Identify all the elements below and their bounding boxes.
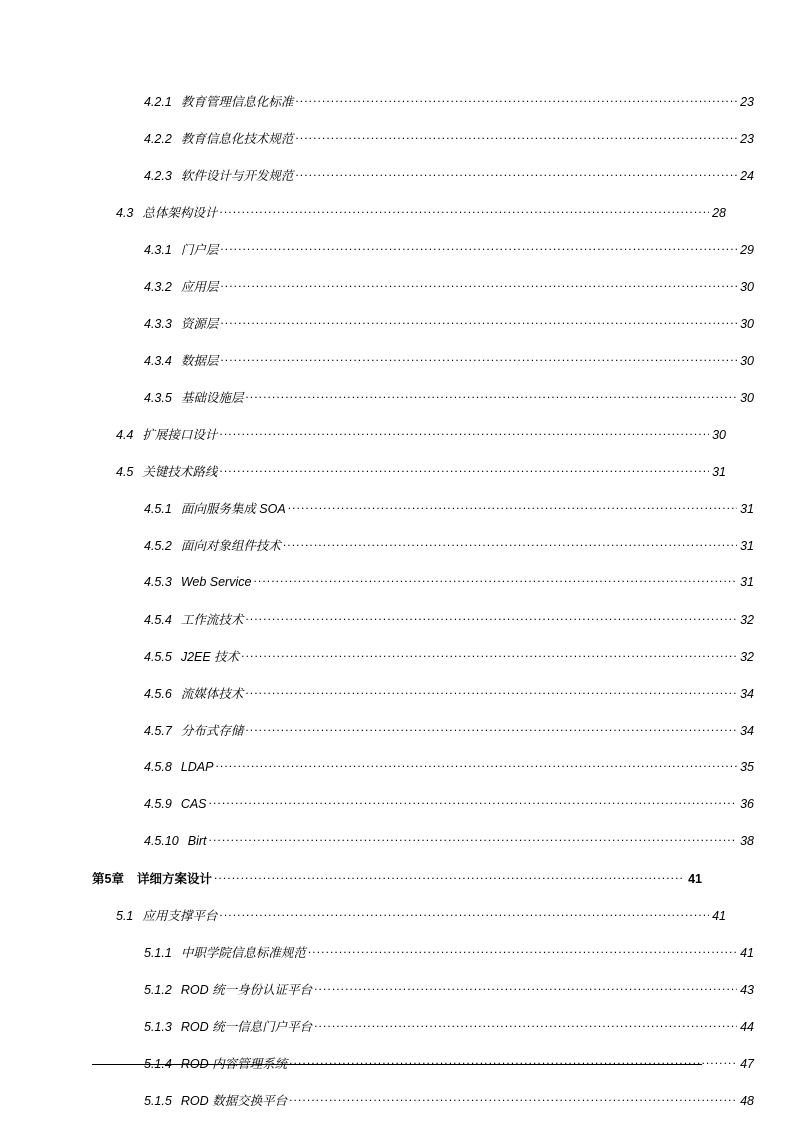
toc-entry[interactable] [92, 573, 754, 610]
toc-entry-title: 教育管理信息化标准 [180, 95, 294, 109]
toc-entry-title: 扩展接口设计 [142, 428, 218, 442]
toc-entry-title: 中职学院信息标准规范 [180, 946, 306, 960]
toc-entry-number: 4.5.4 [144, 613, 172, 627]
toc-entry-number: 4.5.2 [144, 539, 172, 553]
toc-entry-number: 4.5.8 [144, 759, 172, 774]
toc-entry[interactable] [92, 832, 754, 869]
toc-entry[interactable] [92, 1017, 754, 1054]
toc-entry-number: 4.3.4 [144, 354, 172, 368]
toc-entry-title: 面向服务集成 SOA [180, 502, 286, 516]
toc-leader-dots [288, 501, 737, 514]
toc-entry[interactable] [92, 869, 702, 906]
toc-leader-dots [219, 464, 709, 477]
toc-entry[interactable] [92, 758, 754, 795]
toc-entry-page-number: 32 [740, 613, 754, 627]
toc-entry-title: 关键技术路线 [142, 465, 218, 479]
toc-entry[interactable] [92, 943, 754, 980]
toc-entry[interactable] [92, 1054, 754, 1091]
toc-entry-number: 5.1.1 [144, 946, 172, 960]
toc-entry-page-number: 44 [740, 1020, 754, 1034]
toc-entry-title: CAS [180, 796, 207, 811]
toc-entry-number: 5.1.5 [144, 1094, 172, 1108]
toc-entry[interactable] [92, 277, 754, 314]
toc-entry-page-number: 43 [740, 983, 754, 997]
toc-leader-dots [295, 168, 737, 181]
toc-leader-dots [214, 871, 685, 884]
toc-entry-number: 4.4 [116, 428, 134, 442]
toc-entry-page-number: 31 [712, 465, 726, 479]
toc-entry-title: ROD 数据交换平台 [180, 1094, 288, 1108]
toc-entry[interactable] [92, 1091, 754, 1122]
toc-entry-page-number: 23 [740, 132, 754, 146]
toc-entry-page-number: 35 [740, 759, 754, 774]
toc-entry-page-number: 48 [740, 1094, 754, 1108]
toc-entry[interactable] [92, 684, 754, 721]
toc-entry-title: Web Service [180, 574, 252, 589]
toc-entry-title: 门户层 [180, 243, 219, 257]
toc-entry-title: 数据层 [180, 354, 219, 368]
toc-entry[interactable] [92, 906, 726, 943]
toc-entry-title: 分布式存储 [180, 724, 244, 738]
toc-leader-dots [219, 427, 709, 440]
toc-entry[interactable] [92, 92, 754, 129]
toc-leader-dots [220, 279, 737, 292]
toc-leader-dots [220, 353, 737, 366]
toc-entry-title: 软件设计与开发规范 [180, 169, 294, 183]
toc-entry-number: 4.2.2 [144, 132, 172, 146]
toc-leader-dots [219, 205, 709, 218]
toc-entry-title: LDAP [180, 759, 214, 774]
toc-entry-number: 4.5 [116, 465, 134, 479]
toc-entry-number: 4.5.6 [144, 687, 172, 701]
toc-leader-dots [209, 795, 737, 808]
toc-leader-dots [215, 758, 737, 771]
toc-entry-page-number: 29 [740, 243, 754, 257]
toc-leader-dots [245, 723, 737, 736]
toc-entry-number: 第5章 [92, 872, 124, 886]
toc-entry-page-number: 30 [712, 428, 726, 442]
toc-leader-dots [289, 1056, 737, 1069]
toc-entry[interactable] [92, 203, 726, 240]
toc-leader-dots [314, 1019, 737, 1032]
toc-entry-page-number: 30 [740, 317, 754, 331]
toc-entry-title: 工作流技术 [180, 613, 244, 627]
toc-entry-number: 5.1.2 [144, 983, 172, 997]
toc-leader-dots [283, 538, 737, 551]
toc-entry-page-number: 30 [740, 354, 754, 368]
toc-leader-dots [220, 316, 737, 329]
toc-entry-title: 应用支撑平台 [142, 909, 218, 923]
toc-entry-title: 总体架构设计 [142, 206, 218, 220]
toc-leader-dots [209, 832, 737, 845]
toc-entry-number: 4.5.10 [144, 833, 179, 848]
toc-entry-number: 4.5.9 [144, 796, 172, 811]
toc-entry[interactable] [92, 721, 754, 758]
toc-entry-number: 4.3.5 [144, 391, 172, 405]
toc-entry-title: 应用层 [180, 280, 219, 294]
toc-entry-number: 4.5.5 [144, 650, 172, 664]
toc-entry-title: 资源层 [180, 317, 219, 331]
toc-entry-page-number: 31 [740, 574, 754, 589]
toc-entry-title: 基础设施层 [180, 391, 244, 405]
footer-divider [92, 1064, 702, 1065]
toc-entry-number: 5.1.3 [144, 1020, 172, 1034]
toc-entry-page-number: 47 [740, 1057, 754, 1071]
toc-entry-page-number: 41 [712, 909, 726, 923]
toc-entry[interactable] [92, 647, 754, 684]
toc-entry-number: 5.1 [116, 909, 134, 923]
toc-entry-number: 4.2.3 [144, 169, 172, 183]
toc-entry-page-number: 30 [740, 391, 754, 405]
toc-entry-title: 教育信息化技术规范 [180, 132, 294, 146]
toc-entry-title: 面向对象组件技术 [180, 539, 281, 553]
toc-entry-number: 4.3.3 [144, 317, 172, 331]
toc-entry-page-number: 38 [740, 833, 754, 848]
table-of-contents [92, 92, 754, 1122]
toc-entry-page-number: 32 [740, 650, 754, 664]
toc-entry-number: 4.5.7 [144, 724, 172, 738]
toc-entry-number: 5.1.4 [144, 1057, 172, 1071]
toc-entry-title: 流媒体技术 [180, 687, 244, 701]
toc-entry[interactable] [92, 351, 754, 388]
toc-entry-title: ROD 统一信息门户平台 [180, 1020, 313, 1034]
toc-leader-dots [295, 131, 737, 144]
toc-entry[interactable] [92, 499, 754, 536]
toc-entry-number: 4.5.3 [144, 574, 172, 589]
toc-entry[interactable] [92, 240, 754, 277]
toc-entry[interactable] [92, 536, 754, 573]
toc-entry-number: 4.3 [116, 206, 134, 220]
toc-entry-page-number: 28 [712, 206, 726, 220]
toc-entry-title: Birt [187, 833, 207, 848]
toc-entry[interactable] [92, 795, 754, 832]
toc-entry-number: 4.5.1 [144, 502, 172, 516]
toc-leader-dots [220, 242, 737, 255]
toc-leader-dots [241, 649, 737, 662]
toc-entry-title: ROD 内容管理系统 [180, 1057, 288, 1071]
toc-entry-page-number: 41 [688, 872, 702, 886]
toc-entry[interactable] [92, 610, 754, 647]
toc-leader-dots [245, 686, 737, 699]
toc-entry-number: 4.3.1 [144, 243, 172, 257]
toc-entry[interactable] [92, 314, 754, 351]
toc-entry[interactable] [92, 425, 726, 462]
toc-entry-number: 4.3.2 [144, 280, 172, 294]
toc-leader-dots [245, 390, 737, 403]
toc-entry-page-number: 24 [740, 169, 754, 183]
toc-leader-dots [245, 612, 737, 625]
toc-leader-dots [289, 1093, 737, 1106]
toc-entry[interactable] [92, 166, 754, 203]
toc-leader-dots [308, 945, 737, 958]
toc-leader-dots [253, 573, 737, 586]
toc-entry-page-number: 31 [740, 539, 754, 553]
toc-entry-page-number: 31 [740, 502, 754, 516]
toc-leader-dots [314, 982, 737, 995]
toc-entry-title: 详细方案设计 [136, 872, 212, 886]
toc-entry[interactable] [92, 980, 754, 1017]
toc-entry-page-number: 41 [740, 946, 754, 960]
toc-entry-page-number: 30 [740, 280, 754, 294]
toc-entry-page-number: 34 [740, 724, 754, 738]
toc-entry-title: J2EE 技术 [180, 650, 240, 664]
toc-entry-page-number: 36 [740, 796, 754, 811]
toc-entry[interactable] [92, 462, 726, 499]
toc-leader-dots [219, 908, 709, 921]
toc-entry-page-number: 23 [740, 95, 754, 109]
toc-entry-page-number: 34 [740, 687, 754, 701]
toc-leader-dots [295, 94, 737, 107]
toc-entry-title: ROD 统一身份认证平台 [180, 983, 313, 997]
toc-entry[interactable] [92, 388, 754, 425]
toc-entry-number: 4.2.1 [144, 95, 172, 109]
toc-entry[interactable] [92, 129, 754, 166]
